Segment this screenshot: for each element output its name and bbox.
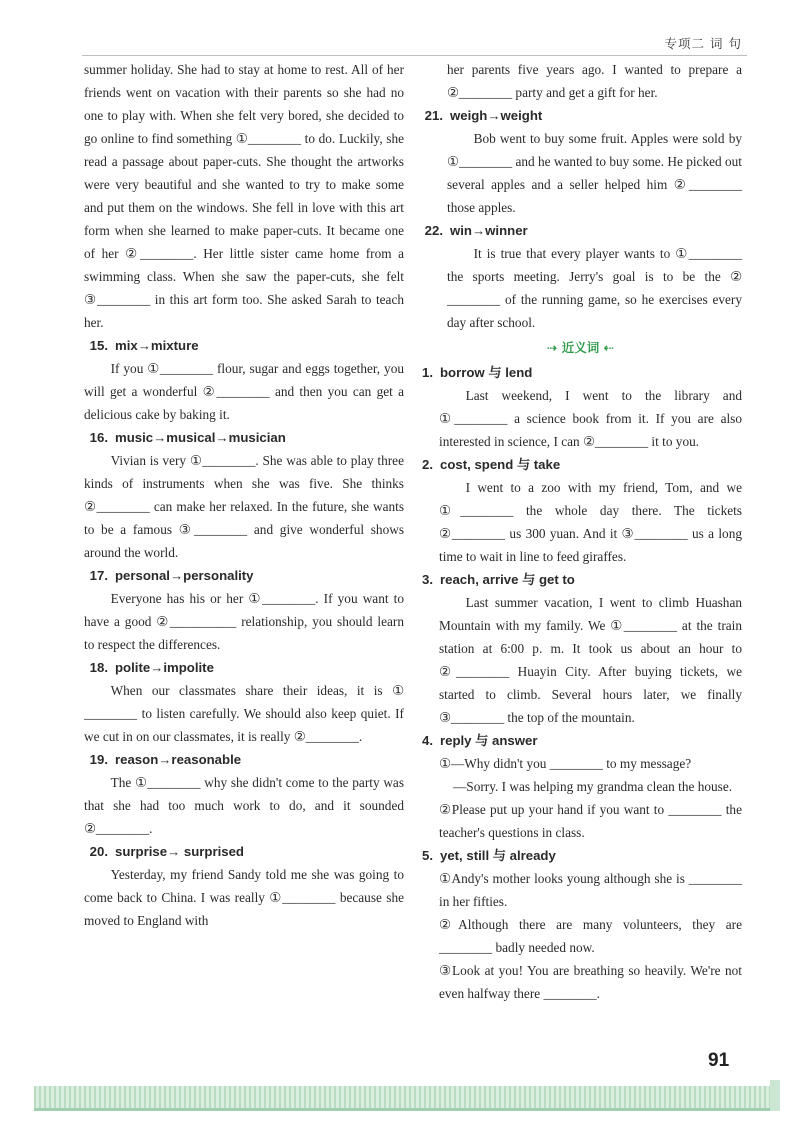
s4-line-1: ①—Why didn't you ________ to my message? — [439, 756, 692, 771]
s4-heading — [419, 729, 742, 752]
q15-text: If you ①________ flour, sugar and eggs together, you will get a wonderful ②________ and then you can get a delicious cake by baking it. — [84, 361, 404, 422]
q22-heading — [419, 219, 742, 242]
left-column — [84, 58, 404, 932]
s4-title: reply 与 answer — [440, 733, 538, 748]
section-title-synonyms: ⇢ 近义词 ⇠ — [546, 340, 615, 355]
q21-number: 21. — [424, 108, 443, 123]
page-number: 91 — [708, 1050, 730, 1071]
header-divider — [82, 55, 747, 56]
q19-text: The ①________ why she didn't come to the party was that she had too much work to do, and it sounded ②________. — [84, 775, 404, 836]
q21-heading — [419, 104, 742, 127]
q17-heading — [84, 564, 404, 587]
q20-title: surprise→ surprised — [115, 844, 244, 859]
s2-number: 2. — [422, 457, 433, 472]
s3-text: Last summer vacation, I went to climb Huashan Mountain with my family. We ①________ at the train station at 6:00 p. m. It took us about an hour to ②________ Huayin City. After buying tickets, we started to climb. Several hours later, we finally ③________ the top of the mountain. — [439, 595, 742, 725]
q16-text: Vivian is very ①________. She was able to play three kinds of instruments when she was five. She thinks ②________ can make her relaxed. In the future, she wants to be a famous ③________ and give wonderful shows around the world. — [84, 453, 404, 560]
s2-heading — [419, 453, 742, 476]
s5-number: 5. — [422, 848, 433, 863]
s5-line-3: ③Look at you! You are breathing so heavily. We're not even halfway there ________. — [439, 963, 742, 1001]
q17-title: personal→personality — [115, 568, 254, 583]
page-header: 专项二 词 句 — [664, 36, 742, 51]
q18-title: polite→impolite — [115, 660, 214, 675]
s3-heading — [419, 568, 742, 591]
q15-number: 15. — [89, 338, 108, 353]
q20-heading — [84, 840, 404, 863]
q22-number: 22. — [424, 223, 443, 238]
s4-number: 4. — [422, 733, 433, 748]
s1-heading — [419, 361, 742, 384]
s2-text: I went to a zoo with my friend, Tom, and we ①________ the whole day there. The tickets ②________ us 300 yuan. And it ③________ us a long time to wait in line to feed giraffes. — [439, 480, 742, 564]
s5-title: yet, still 与 already — [440, 848, 556, 863]
q19-heading — [84, 748, 404, 771]
q17-number: 17. — [89, 568, 108, 583]
q18-number: 18. — [89, 660, 108, 675]
right-column — [419, 58, 742, 1005]
q17-text: Everyone has his or her ①________. If you want to have a good ②__________ relationship, you should learn to respect the differences. — [84, 591, 404, 652]
q18-text: When our classmates share their ideas, it is ① ________ to listen carefully. We should also keep quiet. If we cut in on our classmates, it is really ②________. — [84, 683, 404, 744]
q16-title: music→musical→musician — [115, 430, 286, 445]
s4-line-2: —Sorry. I was helping my grandma clean the house. — [453, 779, 733, 794]
q16-heading — [84, 426, 404, 449]
q22-title: win→winner — [450, 223, 528, 238]
s5-line-2: ②Although there are many volunteers, they are ________ badly needed now. — [439, 917, 742, 955]
s1-text: Last weekend, I went to the library and ①________ a science book from it. If you are also interested in science, I can ②________ it to you. — [439, 388, 742, 449]
footer-decoration — [34, 1086, 778, 1108]
s4-line-3: ②Please put up your hand if you want to ________ the teacher's questions in class. — [439, 802, 742, 840]
q20-number: 20. — [89, 844, 108, 859]
q20-text: Yesterday, my friend Sandy told me she was going to come back to China. I was really ①________ because she moved to England with — [84, 867, 404, 928]
s5-heading — [419, 844, 742, 867]
s5-line-1: ①Andy's mother looks young although she is ________ in her fifties. — [439, 871, 742, 909]
q21-title: weigh→weight — [450, 108, 543, 123]
s3-number: 3. — [422, 572, 433, 587]
q19-title: reason→reasonable — [115, 752, 242, 767]
footer-edge — [770, 1080, 780, 1111]
q21-text: Bob went to buy some fruit. Apples were sold by ①________ and he wanted to buy some. He picked out several apples and a seller helped him ②________ those apples. — [447, 131, 742, 215]
q16-number: 16. — [89, 430, 108, 445]
s3-title: reach, arrive 与 get to — [440, 572, 575, 587]
q15-title: mix→mixture — [115, 338, 199, 353]
s2-title: cost, spend 与 take — [440, 457, 561, 472]
q15-heading — [84, 334, 404, 357]
q22-text: It is true that every player wants to ①________ the sports meeting. Jerry's goal is to be the ② ________ of the running game, so he exercises every day after school. — [447, 246, 742, 330]
q18-heading — [84, 656, 404, 679]
q20-continuation: her parents five years ago. I wanted to prepare a ②________ party and get a gift for her. — [447, 62, 742, 100]
q19-number: 19. — [89, 752, 108, 767]
s1-number: 1. — [422, 365, 433, 380]
q14-continuation: summer holiday. She had to stay at home to rest. All of her friends went on vacation with their parents so she had no one to play with. When she felt very bored, she decided to go online to find something ①________ to do. Luckily, she read a passage about paper-cuts. She thought the artworks were very beautiful and she wanted to try to make some and put them on the windows. She fell in love with this art form when she learned to make paper-cuts. It became one of her ②________. Her little sister came home from a swimming class. When she saw the paper-cuts, she felt ③________ in this art form too. She asked Sarah to teach her. — [84, 62, 404, 330]
footer-bar — [34, 1108, 778, 1111]
s1-title: borrow 与 lend — [440, 365, 533, 380]
